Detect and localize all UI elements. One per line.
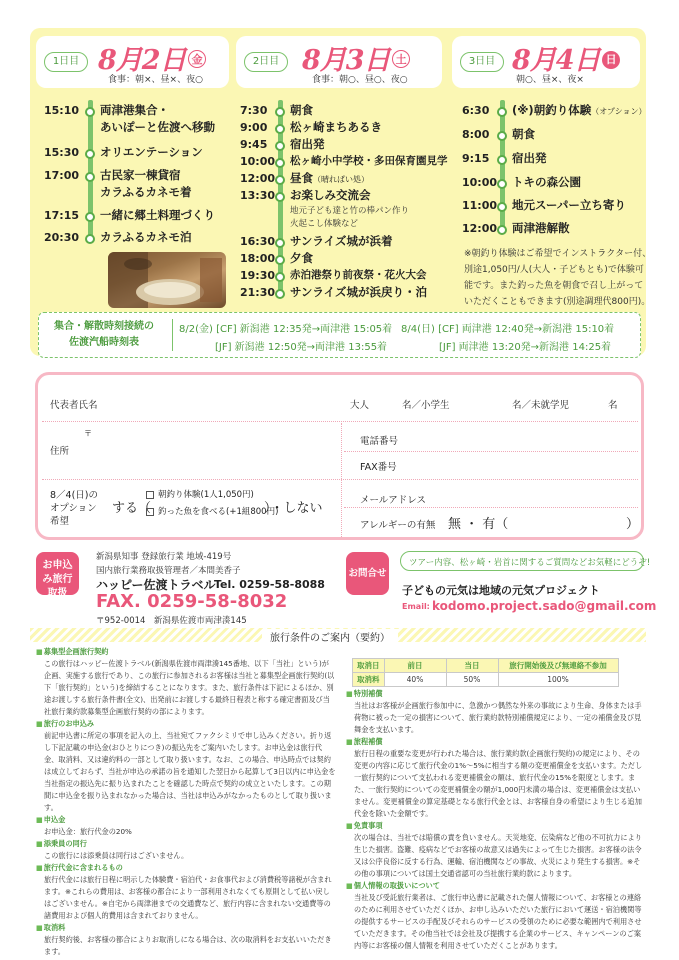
terms-text: 当社はお客様が企画旅行参加中に、急激かつ偶然な外来の事故により生命、身体または手荷物に被った一定の損害について、旅行業約款特別補償規定により、一定の補償金及び見舞金を支払います。 [354,701,642,734]
terms-text: この旅行には添乗員は同行はございません。 [44,851,189,860]
timeline-dot [85,234,95,244]
manager-line: 国内旅行業務取扱管理者／本間美香子 [96,566,241,576]
timeline-dot [497,107,507,117]
email-input[interactable] [438,485,628,503]
fishing-checkbox[interactable] [146,491,154,499]
day2-event: 松ヶ崎まちあるき [290,120,382,134]
allergy-label: アレルギーの有無 [360,520,436,531]
day1-header [36,36,229,88]
terms-heading: ■ 添乗員の同行 [36,838,336,850]
day2-event [290,170,369,188]
day1-time: 20:30 [44,231,80,244]
terms-text: 次の場合は、当社では賠償の責を負いません。天災地変、伝染病など他の不可抗力により生じた損害。盗難、疫病などでお客様の故意又は過失によって生じた損害。お客様の法令又は公序良俗に反する行為、運輸、宿泊機関などの事故、火災により発生する損害。※その他の事項については国土交通省認可の当社旅行業約款によります。 [354,833,642,878]
day1-weekday: 金 [188,50,206,68]
terms-left-column [36,646,336,958]
timeline-dot [275,175,285,185]
table-cell: 当日 [446,659,498,673]
day2-time: 12:00 [240,172,276,185]
day3-event: 朝食 [512,127,535,141]
day2-time: 13:30 [240,189,276,202]
day3-note: 能です。また釣った魚を朝食で召し上がって [464,281,644,291]
table-cell: 取消料 [353,673,385,687]
day3-meals: 朝○、昼×、夜× [516,75,584,85]
terms-heading: ■ 免責事項 [346,820,646,832]
day3-note: いただくこともできます(別途調理代800円)。 [464,297,651,307]
day2-meals: 食事：朝○、昼○、夜○ [312,75,408,85]
ferry-divider [172,319,173,351]
day1-time: 15:10 [44,104,80,117]
timeline-dot [275,158,285,168]
day2-date: 8月3日 土 [302,38,410,77]
day2-weekday: 土 [392,50,410,68]
table-cell: 40% [384,673,446,687]
day3-event [512,102,646,120]
day2-day: 3 [345,45,364,76]
terms-heading: ■ 取消料 [36,922,336,934]
ferry-label [45,319,163,351]
day2-time: 19:30 [240,269,276,282]
adults-label: 大人 [350,400,370,411]
timeline-dot [497,202,507,212]
table-row [353,659,619,673]
table-cell: 前日 [384,659,446,673]
day3-label: 3日目 [460,52,504,72]
day1-label: 1日目 [44,52,88,72]
terms-text: 旅行代金には旅行日程に明示した体験費・宿泊代・お食事代および消費税等諸税が含まれます。※これらの費用は、お客様の都合により一部利用されなくても原則として払い戻しはございません。※自宅から両津港までの交通費など、旅行内容に含まれない交通費等の諸費用および個人的費用は含まれておりません。 [44,875,332,920]
timeline-dot [275,192,285,202]
ferry-row: [JF] 新潟港 12:50発→両津港 13:55着 [215,342,388,353]
day2-subnote: 地元子ども達と竹の棒パン作り [290,206,410,216]
day3-event-text: (※)朝釣り体験 [512,103,592,117]
timeline-dot [85,107,95,117]
terms-text: お申込金：旅行代金の20% [44,827,132,836]
timeline-dot [275,124,285,134]
day3-note: ※朝釣り体験はご希望でインストラクター付、 [464,249,652,259]
terms-heading: ■ 個人情報の取扱いについて [346,880,646,892]
day3-weekday: 日 [602,51,620,69]
terms-heading: ■ 特別補償 [346,688,646,700]
terms-heading: ■ 募集型企画旅行契約 [36,646,336,658]
day2-subnote: 火起こし体験など [290,219,359,229]
terms-heading: ■ 旅行のお申込み [36,718,336,730]
eat-fish-checkbox[interactable] [146,508,154,516]
day1-time: 15:30 [44,146,80,159]
day2-event: お楽しみ交流会 [290,188,371,202]
timeline-dot [275,107,285,117]
contact-bubble [400,551,651,571]
day2-time: 9:00 [240,121,268,134]
timeline-dot [275,238,285,248]
ferry-timetable [38,312,641,358]
table-cell: 旅行開始後及び無連絡不参加 [498,659,618,673]
fishing-option-label: 朝釣り体験(1人1,050円) [158,490,254,500]
terms-right-column [346,688,646,952]
address-label: 住所 [50,446,70,457]
day3-time: 12:00 [462,222,498,235]
form-divider [42,421,638,422]
eat-fish-option-label: 釣った魚を食べる(+1組800円) [158,507,279,517]
day1-time: 17:00 [44,169,80,182]
day3-day: 4 [555,45,574,76]
form-divider [42,479,638,480]
contact-badge [346,552,389,595]
timeline-dot [497,179,507,189]
option-label: オプション [50,503,97,514]
day2-time: 9:45 [240,138,268,151]
ferry-row: 8/2(金) [CF] 新潟港 12:35発→両津港 15:05着 [179,324,393,335]
ferry-row: [JF] 両津港 13:20発→新潟港 14:25着 [439,342,612,353]
day2-time: 21:30 [240,286,276,299]
timeline-dot [497,225,507,235]
terms-text: 前記申込書に所定の事項を記入の上、当社宛てファクシミリで申し込みください。折り返し下記記載の申込金(おひとりにつき)の振込先をご案内いたします。お申込金は旅行代金、取消料、又は違約料の一部として取り扱います。なお、この場合、申込時点では契約は成立しておらず、当社が申込の承諾の旨を通知した翌日から起算して3日以内に申込金を当社指定の振込先に振り込まれたことを確認した時点で契約の成立といたします。この期間に申込金を振り込まれなかった場合は、当社は申込みがなかったものとして取り扱います。 [44,731,336,812]
day2-header [236,36,442,88]
company-name: ハッピー佐渡トラベル [96,578,216,592]
day2-time: 18:00 [240,252,276,265]
day3-event: トキの森公園 [512,175,581,189]
license-line: 新潟県知事 登録旅行業 地域-419号 [96,552,232,562]
day2-label: 2日目 [244,52,288,72]
day2-time: 7:30 [240,104,268,117]
cooking-photo-art [108,252,226,308]
day1-date: 8月2日 金 [98,38,206,77]
postal-mark: 〒 [84,429,92,438]
day2-event-text: 昼食 [290,171,313,185]
form-divider [344,507,638,508]
form-divider [341,423,342,537]
elementary-label: 名／小学生 [402,400,450,411]
day2-time: 10:00 [240,155,276,168]
day1-event: あいぽーと佐渡へ移動 [100,120,215,134]
day3-time: 6:30 [462,104,490,117]
ferry-label-line: 佐渡汽船時刻表 [69,337,139,348]
day1-event: オリエンテーション [100,145,203,159]
form-divider [344,451,638,452]
allergy-close-paren: ） [626,517,640,532]
day1-month: 8 [98,45,116,76]
table-cell: 100% [498,673,618,687]
fax-input[interactable] [418,453,628,471]
day2-event: サンライズ城が浜着 [290,234,393,248]
terms-text: 旅行契約後、お客様の都合によりお取消しになる場合は、次の取消料をお支払いいただきます。 [44,935,332,956]
day2-event: 夕食 [290,251,313,265]
terms-heading: ■ 旅程補償 [346,736,646,748]
project-name: 子どもの元気は地域の元気プロジェクト [402,584,600,597]
day1-event: 古民家一棟貸宿 [100,168,181,182]
address-input[interactable] [98,425,338,475]
table-cell: 取消日 [353,659,385,673]
timeline-dot [275,141,285,151]
timeline-dot [497,155,507,165]
phone-label: 電話番号 [360,436,399,447]
preschool-label: 名／未就学児 [512,400,570,411]
timeline-dot [85,212,95,222]
company-address: 〒952-0014 新潟県佐渡市両津湊145 [96,616,247,626]
rep-name-input[interactable] [238,389,338,407]
timeline-dot [275,272,285,282]
terms-title: 旅行条件のご案内（要約） [262,629,398,644]
timeline-dot [275,255,285,265]
day2-event: サンライズ城が浜戻り・泊 [290,285,427,299]
terms-text: 旅行日程の重要な変更が行われた場合は、旅行業約款(企画旅行契約)の規定により、その変更の内容に応じて旅行代金の1%～5%に相当する額の変更補償金を支払います。ただし一旅行契約について支払われる変更補償金の額は、旅行代金の15%を限度とします。また、一旅行契約についての変更補償金の額が1,000円未満の場合は、変更補償金は支払いません。変更補償金の算定基礎となる旅行代金とは、お客様自身の希望により生じる追加代金を除いた金額です。 [354,749,643,818]
allergy-options[interactable]: 無 ・ 有（ [448,517,509,532]
apply-badge-text: お申込み旅行取扱 [42,560,73,599]
day1-meals: 食事：朝×、昼×、夜○ [108,75,203,85]
option-label: 8／4(日)の [50,490,99,501]
timeline-dot [85,149,95,159]
day1-event: 一緒に郷土料理づくり [100,208,215,222]
day3-event-small: （オプション） [591,107,647,116]
apply-badge [36,552,79,599]
terms-heading: ■ 旅行代金に含まれるもの [36,862,336,874]
cooking-photo [108,252,226,308]
timeline-dot [497,131,507,141]
timeline-dot [275,289,285,299]
email-label: メールアドレス [360,495,427,506]
option-no[interactable]: ）・しない [264,501,323,516]
day2-event: 松ヶ崎小中学校・多田保育園見学 [290,155,448,167]
day3-time: 8:00 [462,128,490,141]
day1-event: 両津港集合・ [100,103,169,117]
fax-label: FAX番号 [360,462,397,473]
ferry-row: 8/4(日) [CF] 両津港 12:40発→新潟港 15:10着 [401,324,615,335]
day1-event: カラふるカネモ泊 [100,230,192,244]
tel-number[interactable]: Tel. 0259-58-8088 [214,578,325,591]
phone-input[interactable] [418,427,628,445]
day3-time: 9:15 [462,152,490,165]
day2-month: 8 [302,45,320,76]
contact-bubble-text: ツアー内容、松ヶ崎・岩首に関するご質問などお気軽にどうぞ! [409,558,651,568]
option-label: 希望 [50,516,70,527]
day2-event: 宿出発 [290,137,325,151]
day3-event: 宿出発 [512,151,547,165]
day2-event-small: （晴れぱい処） [313,175,369,184]
day2-time: 16:30 [240,235,276,248]
ferry-label-line: 集合・解散時刻接続の [54,321,154,332]
cancel-fee-table [352,658,619,687]
contact-badge-text: お問合せ [348,568,387,579]
day3-header [452,36,640,88]
terms-text: 当社及び受託旅行業者は、ご旅行申込書に記載された個人情報について、お客様との連絡のために利用させていただくほか、お申し込みいただいた旅行において運送・宿泊機関等の提供するサービスの手配及びそれらのサービスの受領のために必要な範囲内で利用させていただきます。その他当社では会社及び提携する企業のサービス、キャンペーンのご案内等にお客様の個人情報を利用させていただくことがあります。 [354,893,642,950]
day2-event: 赤泊港祭り前夜祭・花火大会 [290,269,427,281]
email-prefix: Email: [402,602,430,611]
table-cell: 50% [446,673,498,687]
day3-event: 地元スーパー立ち寄り [512,198,626,212]
contact-email[interactable]: kodomo.project.sado@gmail.com [432,599,657,613]
table-row [353,673,619,687]
day3-date: 8月4日 日 [512,38,620,77]
fax-number[interactable]: FAX. 0259-58-8032 [96,591,288,612]
day3-event: 両津港解散 [512,221,570,235]
terms-heading: ■ 申込金 [36,814,336,826]
day2-event: 朝食 [290,103,313,117]
day3-time: 11:00 [462,199,498,212]
day3-note: 別途1,050円/人(大人・子どもとも)で体験可 [464,265,644,275]
day1-time: 17:15 [44,209,80,222]
day3-time: 10:00 [462,176,498,189]
rep-name-label: 代表者氏名 [50,400,98,411]
terms-text: この旅行はハッピー佐渡トラベル(新潟県佐渡市両津湊145番地、以下「当社」という)が企画、実施する旅行であり、この旅行に参加されるお客様は当社と募集型企画旅行契約(以下「旅行契約」という)を締結することになります。また、旅行条件は下記によるほか、別途お渡しする旅行条件書(全文)、出発前にお渡しする最終日程表と称する確定書面及び当社旅行業約款募集型企画旅行契約の部によります。 [44,659,335,716]
day3-month: 8 [512,45,530,76]
timeline-dot [85,172,95,182]
option-yes[interactable]: する（ [112,501,152,516]
application-form [35,372,644,540]
day1-day: 2 [141,45,160,76]
day1-event: カラふるカネモ着 [100,185,192,199]
count-suffix: 名 [608,400,618,411]
